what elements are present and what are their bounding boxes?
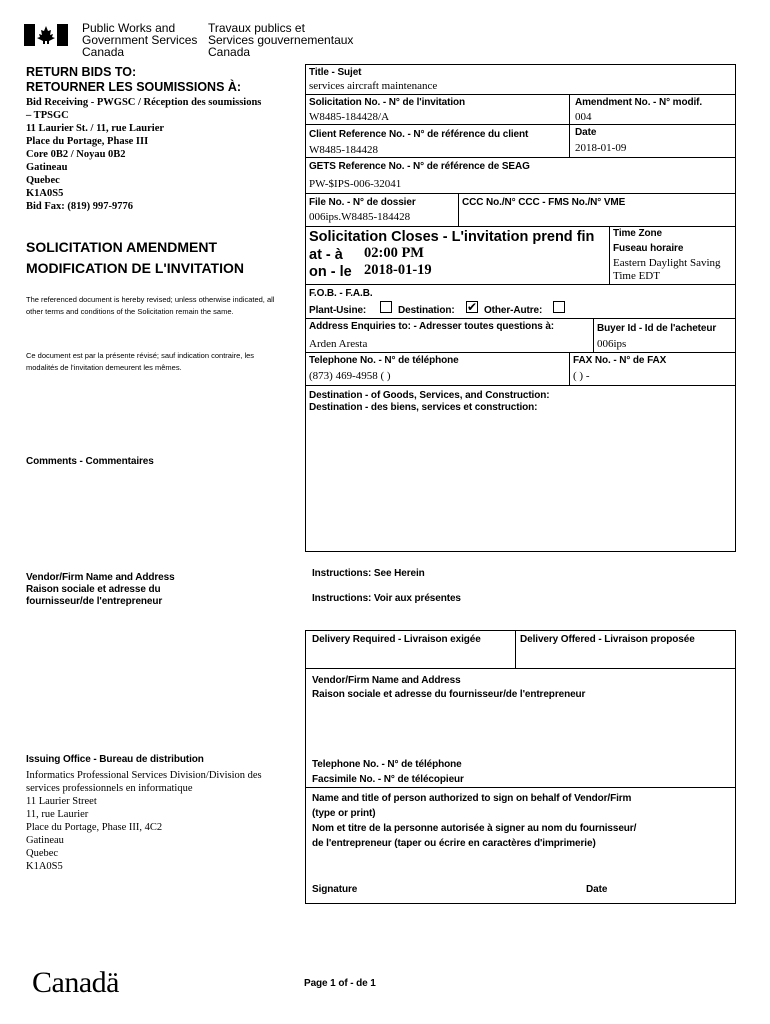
fax-label: FAX No. - N° de FAX [573, 355, 667, 366]
vendor-firm-label [26, 572, 175, 608]
fuseau-horaire-label: Fuseau horaire [613, 243, 684, 254]
time-zone-value-2: Time EDT [613, 270, 660, 282]
plant-usine-label: Plant-Usine: [309, 305, 367, 316]
address-enquiries-label: Address Enquiries to: - Adresser toutes questions à: [309, 321, 555, 332]
canada-flag-icon [24, 24, 68, 46]
dept-en-line: Public Works and [82, 21, 176, 35]
dept-name-fr [208, 22, 353, 58]
issuing-line: 11, rue Laurier [26, 809, 89, 820]
address-line: K1A0S5 [26, 188, 64, 199]
issuing-line: Gatineau [26, 835, 64, 846]
solicitation-closes-label: Solicitation Closes - L'invitation prend fin [309, 229, 595, 245]
signature-label: Signature [312, 884, 358, 895]
instructions-fr: Instructions: Voir aux présentes [312, 593, 461, 604]
dept-fr-line: Services gouvernementaux [208, 33, 354, 47]
address-line: Bid Receiving - PWGSC / Réception des soumissions [26, 97, 262, 108]
other-autre-checkbox[interactable] [553, 301, 565, 313]
time-zone-label: Time Zone [613, 228, 662, 239]
canada-wordmark-logo: Canadä [32, 966, 119, 999]
destination-goods-line: Destination - des biens, services et construction: [309, 402, 538, 413]
authorized-signer-line: Name and title of person authorized to sign on behalf of Vendor/Firm [312, 793, 632, 804]
closes-at-label: at - à [309, 247, 343, 263]
issuing-office-address [26, 769, 262, 873]
vendor-label-line: fournisseur/de l'entrepreneur [26, 596, 163, 607]
closes-on-value: 2018-01-19 [364, 262, 432, 278]
buyer-id-label: Buyer Id - Id de l'acheteur [597, 323, 717, 334]
instructions-en: Instructions: See Herein [312, 568, 425, 579]
telephone-value: (873) 469-4958 ( ) [309, 370, 391, 382]
dept-fr-line: Travaux publics et [208, 21, 305, 35]
file-no-label: File No. - N° de dossier [309, 197, 416, 208]
address-line: Core 0B2 / Noyau 0B2 [26, 149, 126, 160]
return-bids-title-fr: RETOURNER LES SOUMISSIONS À: [26, 80, 242, 94]
destination-goods-label [309, 390, 549, 414]
client-ref-value: W8485-184428 [309, 144, 379, 156]
destination-checkbox[interactable] [466, 301, 478, 313]
time-zone-value: Eastern Daylight Saving [613, 257, 721, 269]
date-value: 2018-01-09 [575, 142, 627, 154]
title-value: services aircraft maintenance [309, 80, 438, 92]
buyer-id-value: 006ips [597, 338, 627, 350]
date-label: Date [575, 127, 597, 138]
vendor-facsimile-label: Facsimile No. - N° de télécopieur [312, 774, 464, 785]
amendment-text-en: The referenced document is hereby revised; unless otherwise indicated, all other terms and conditions of the Solicitation remain the same. [26, 295, 275, 316]
amendment-text-fr: Ce document est par la présente révisé; sauf indication contraire, les modalités de l'invitation demeurent les mêmes. [26, 351, 255, 372]
client-ref-label: Client Reference No. - N° de référence du client [309, 129, 529, 140]
fax-value: ( ) - [573, 370, 590, 382]
issuing-line: Informatics Professional Services Division/Division des [26, 770, 262, 781]
amendment-title-fr: MODIFICATION DE L'INVITATION [26, 260, 244, 276]
checkmark-icon: ✔ [467, 300, 478, 314]
authorized-signer-line: de l'entrepreneur (taper ou écrire en caractères d'imprimerie) [312, 838, 596, 849]
authorized-signer-label [312, 791, 636, 851]
vendor-label-line: Raison sociale et adresse du [26, 584, 161, 595]
issuing-line: Quebec [26, 848, 59, 859]
solicitation-no-label: Solicitation No. - N° de l'invitation [309, 97, 466, 108]
address-line: Quebec [26, 175, 60, 186]
issuing-line: 11 Laurier Street [26, 796, 97, 807]
closes-at-value: 02:00 PM [364, 245, 424, 261]
issuing-line: services professionnels en informatique [26, 783, 193, 794]
authorized-signer-line: Nom et titre de la personne autorisée à signer au nom du fournisseur/ [312, 823, 637, 834]
vendor-label-line: Vendor/Firm Name and Address [26, 572, 175, 583]
dept-fr-line: Canada [208, 45, 251, 59]
vendor-name-address-label [312, 674, 585, 702]
address-line: Place du Portage, Phase III [26, 136, 149, 147]
issuing-office-label: Issuing Office - Bureau de distribution [26, 754, 204, 765]
issuing-line: K1A0S5 [26, 861, 63, 872]
return-bids-address [26, 96, 296, 213]
return-bids-title-en: RETURN BIDS TO: [26, 65, 137, 79]
amendment-no-value: 004 [575, 111, 592, 123]
title-label: Title - Sujet [309, 67, 362, 78]
signature-date-label: Date [586, 884, 608, 895]
vendor-telephone-label: Telephone No. - N° de téléphone [312, 759, 462, 770]
file-no-value: 006ips.W8485-184428 [309, 211, 411, 223]
address-line: – TPSGC [26, 110, 69, 121]
page-number: Page 1 of - de 1 [304, 978, 376, 989]
delivery-required-label: Delivery Required - Livraison exigée [312, 634, 481, 645]
comments-label: Comments - Commentaires [26, 456, 154, 467]
vendor-name-line: Vendor/Firm Name and Address [312, 675, 461, 686]
destination-goods-line: Destination - of Goods, Services, and Construction: [309, 390, 550, 401]
other-autre-label: Other-Autre: [484, 305, 543, 316]
address-line: 11 Laurier St. / 11, rue Laurier [26, 123, 165, 134]
destination-label: Destination: [398, 305, 455, 316]
ccc-no-label: CCC No./N° CCC - FMS No./N° VME [462, 197, 626, 208]
telephone-label: Telephone No. - N° de téléphone [309, 355, 459, 366]
dept-en-line: Government Services [82, 33, 198, 47]
dept-en-line: Canada [82, 45, 125, 59]
return-bids-title [26, 65, 241, 95]
gets-ref-value: PW-$IPS-006-32041 [309, 178, 402, 190]
amendment-title-en: SOLICITATION AMENDMENT [26, 239, 218, 255]
closes-on-label: on - le [309, 264, 352, 280]
fob-label: F.O.B. - F.A.B. [309, 288, 373, 299]
amendment-no-label: Amendment No. - N° modif. [575, 97, 703, 108]
address-line: Gatineau [26, 162, 68, 173]
issuing-line: Place du Portage, Phase III, 4C2 [26, 822, 163, 833]
address-enquiries-value: Arden Aresta [309, 338, 368, 350]
bid-fax: Bid Fax: (819) 997-9776 [26, 201, 134, 212]
vendor-name-line: Raison sociale et adresse du fournisseur/de l'entrepreneur [312, 689, 586, 700]
authorized-signer-line: (type or print) [312, 808, 376, 819]
delivery-offered-label: Delivery Offered - Livraison proposée [520, 634, 695, 645]
solicitation-no-value: W8485-184428/A [309, 111, 390, 123]
amendment-title [26, 237, 244, 279]
plant-usine-checkbox[interactable] [380, 301, 392, 313]
gets-ref-label: GETS Reference No. - N° de référence de SEAG [309, 161, 530, 172]
dept-name-en [82, 22, 197, 58]
